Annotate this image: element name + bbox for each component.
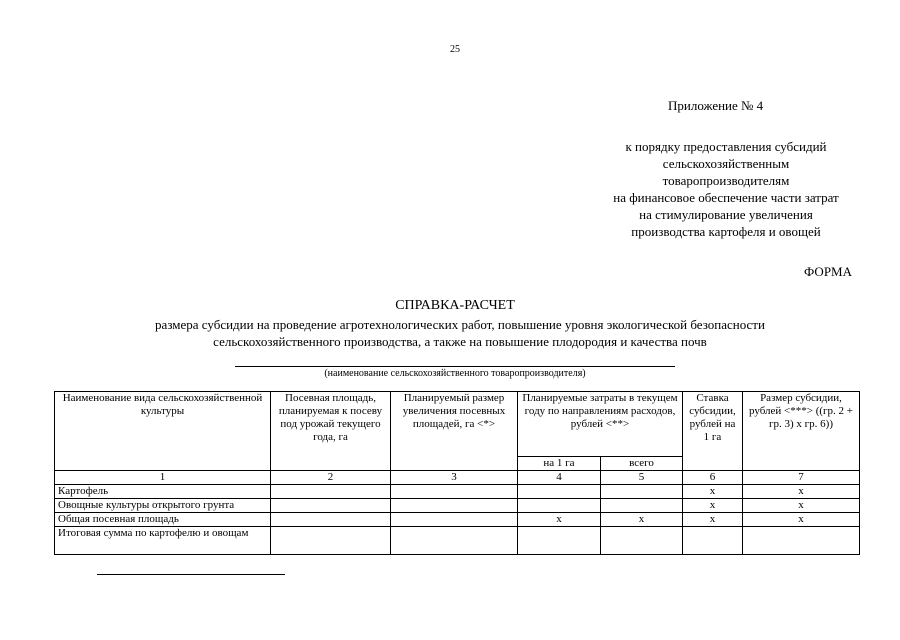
table-cell [391, 527, 518, 555]
table-cell [601, 527, 683, 555]
header-planned-area: Посевная площадь, планируемая к посеву под урожай текущего года, га [271, 392, 391, 471]
appendix-line: сельскохозяйственным [662, 156, 790, 171]
appendix-title: Приложение № 4 [668, 98, 764, 113]
table-cell [683, 527, 743, 555]
table-cell: x [683, 513, 743, 527]
document-subtitle [40, 316, 880, 350]
table-cell [271, 513, 391, 527]
appendix-line: товаропроизводителям [662, 173, 790, 188]
table-cell: x [601, 513, 683, 527]
header-subsidy-amount: Размер субсидии, рублей <***> ((гр. 2 + гр. 3) x гр. 6)) [743, 392, 860, 471]
header-per-hectare: на 1 га [518, 457, 601, 471]
calculation-table [54, 391, 860, 555]
document-title: СПРАВКА-РАСЧЕТ [395, 298, 515, 313]
table-cell [518, 499, 601, 513]
table-cell [601, 485, 683, 499]
table-cell [271, 527, 391, 555]
form-label: ФОРМА [804, 264, 852, 279]
table-row [55, 513, 860, 527]
appendix-line: на финансовое обеспечение части затрат [613, 190, 839, 205]
table-cell: x [518, 513, 601, 527]
column-number: 6 [683, 471, 743, 485]
table-cell [518, 485, 601, 499]
column-number: 4 [518, 471, 601, 485]
table-cell [601, 499, 683, 513]
table-cell: x [743, 485, 860, 499]
table-cell [743, 527, 860, 555]
column-number: 3 [391, 471, 518, 485]
column-number: 1 [55, 471, 271, 485]
table-cell [391, 485, 518, 499]
appendix-line: производства картофеля и овощей [631, 224, 821, 239]
footnote-separator [97, 574, 285, 575]
table-cell [271, 485, 391, 499]
table-cell: x [743, 513, 860, 527]
header-area-increase: Планируемый размер увеличения посевных площадей, га <*> [391, 392, 518, 471]
row-name: Овощные культуры открытого грунта [55, 499, 271, 513]
row-name: Общая посевная площадь [55, 513, 271, 527]
table-cell [518, 527, 601, 555]
table-row [55, 499, 860, 513]
table-cell: x [743, 499, 860, 513]
producer-name-line [235, 366, 675, 367]
header-subsidy-rate: Ставка субсидии, рублей на 1 га [683, 392, 743, 471]
table-cell [271, 499, 391, 513]
producer-caption: (наименование сельскохозяйственного товаропроизводителя) [324, 368, 586, 379]
column-number-row [55, 471, 860, 485]
row-name: Итоговая сумма по картофелю и овощам [55, 527, 271, 555]
appendix-text [580, 138, 872, 240]
row-name: Картофель [55, 485, 271, 499]
column-number: 2 [271, 471, 391, 485]
header-crop-name: Наименование вида сельскохозяйственной культуры [55, 392, 271, 471]
table-row [55, 527, 860, 555]
column-number: 7 [743, 471, 860, 485]
subtitle-line: сельскохозяйственного производства, а также на повышение плодородия и качества почв [213, 334, 707, 349]
table-cell: x [683, 499, 743, 513]
table-cell: x [683, 485, 743, 499]
table-row [55, 485, 860, 499]
subtitle-line: размера субсидии на проведение агротехнологических работ, повышение уровня экологической безопасности [155, 317, 765, 332]
table-header-row [55, 392, 860, 457]
header-total: всего [601, 457, 683, 471]
header-planned-costs: Планируемые затраты в текущем году по направлениям расходов, рублей <**> [518, 392, 683, 457]
appendix-line: к порядку предоставления субсидий [625, 139, 827, 154]
page-number: 25 [450, 44, 460, 55]
appendix-line: на стимулирование увеличения [639, 207, 813, 222]
table-cell [391, 499, 518, 513]
table-cell [391, 513, 518, 527]
column-number: 5 [601, 471, 683, 485]
